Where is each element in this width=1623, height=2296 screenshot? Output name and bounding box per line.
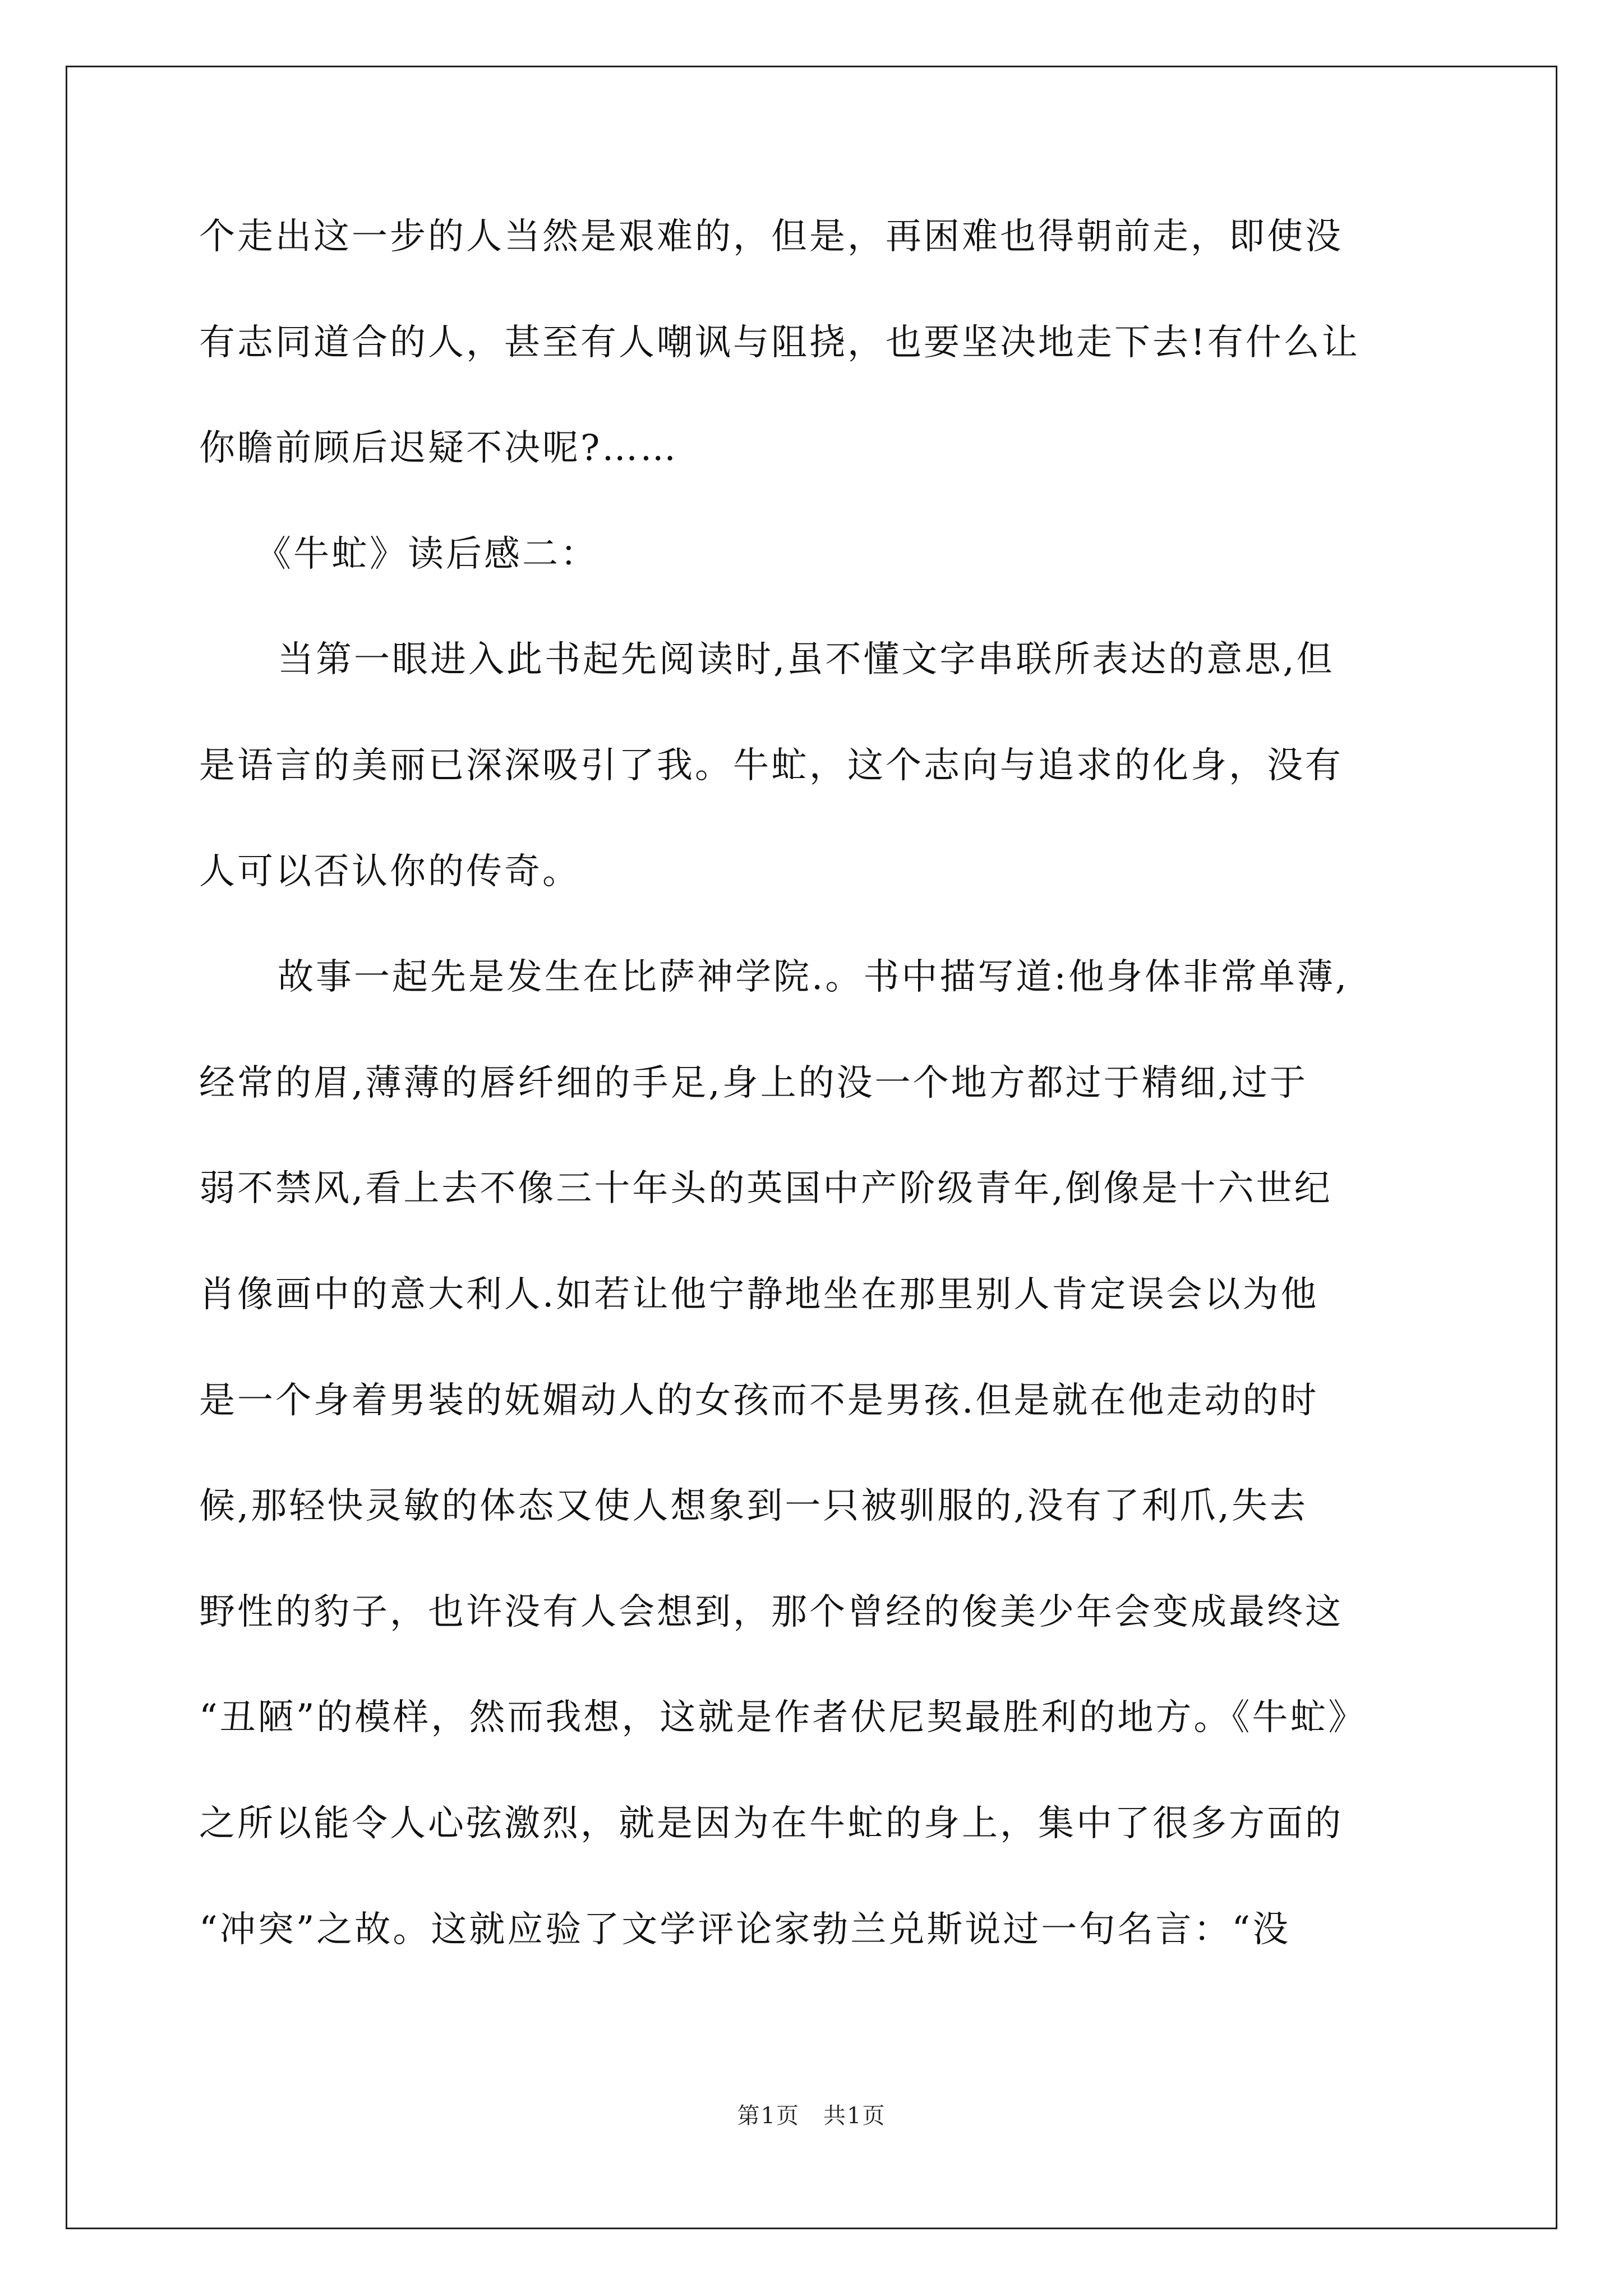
- text-line: 之所以能令人心弦激烈，就是因为在牛虻的身上，集中了很多方面的: [199, 1802, 1343, 1844]
- text-line: 弱不禁风,看上去不像三十年头的英国中产阶级青年,倒像是十六世纪: [199, 1168, 1332, 1210]
- text-line: 故事一起先是发生在比萨神学院.。书中描写道:他身体非常单薄,: [278, 956, 1349, 999]
- text-line: 当第一眼进入此书起先阅读时,虽不懂文字串联所表达的意思,但: [278, 639, 1335, 681]
- text-line: 肖像画中的意大利人.如若让他宁静地坐在那里别人肯定误会以为他: [199, 1273, 1319, 1315]
- text-line: “冲突”之故。这就应验了文学评论家勃兰兑斯说过一句名言：“没: [199, 1908, 1291, 1950]
- page-number: 第1页 共1页: [737, 2103, 886, 2129]
- text-line: 你瞻前顾后迟疑不决呢?……: [199, 427, 679, 470]
- text-line: 人可以否认你的传奇。: [199, 850, 580, 892]
- text-line: 是一个身着男装的妩媚动人的女孩而不是男孩.但是就在他走动的时: [199, 1379, 1319, 1421]
- text-line: 是语言的美丽已深深吸引了我。牛虻，这个志向与追求的化身，没有: [199, 744, 1343, 786]
- text-line: “丑陋”的模样，然而我想，这就是作者伏尼契最胜利的地方。《牛虻》: [199, 1697, 1367, 1739]
- text-line: 有志同道合的人，甚至有人嘲讽与阻挠，也要坚决地走下去!有什么让: [199, 321, 1360, 364]
- document-body: [199, 216, 1430, 2017]
- section-heading: 《牛虻》读后感二：: [255, 533, 598, 575]
- text-line: 经常的眉,薄薄的唇纤细的手足,身上的没一个地方都过于精细,过于: [199, 1062, 1308, 1104]
- text-line: 候,那轻快灵敏的体态又使人想象到一只被驯服的,没有了利爪,失去: [199, 1485, 1308, 1527]
- text-line: 个走出这一步的人当然是艰难的，但是，再困难也得朝前走，即使没: [199, 216, 1343, 257]
- text-line: 野性的豹子，也许没有人会想到，那个曾经的俊美少年会变成最终这: [199, 1591, 1343, 1633]
